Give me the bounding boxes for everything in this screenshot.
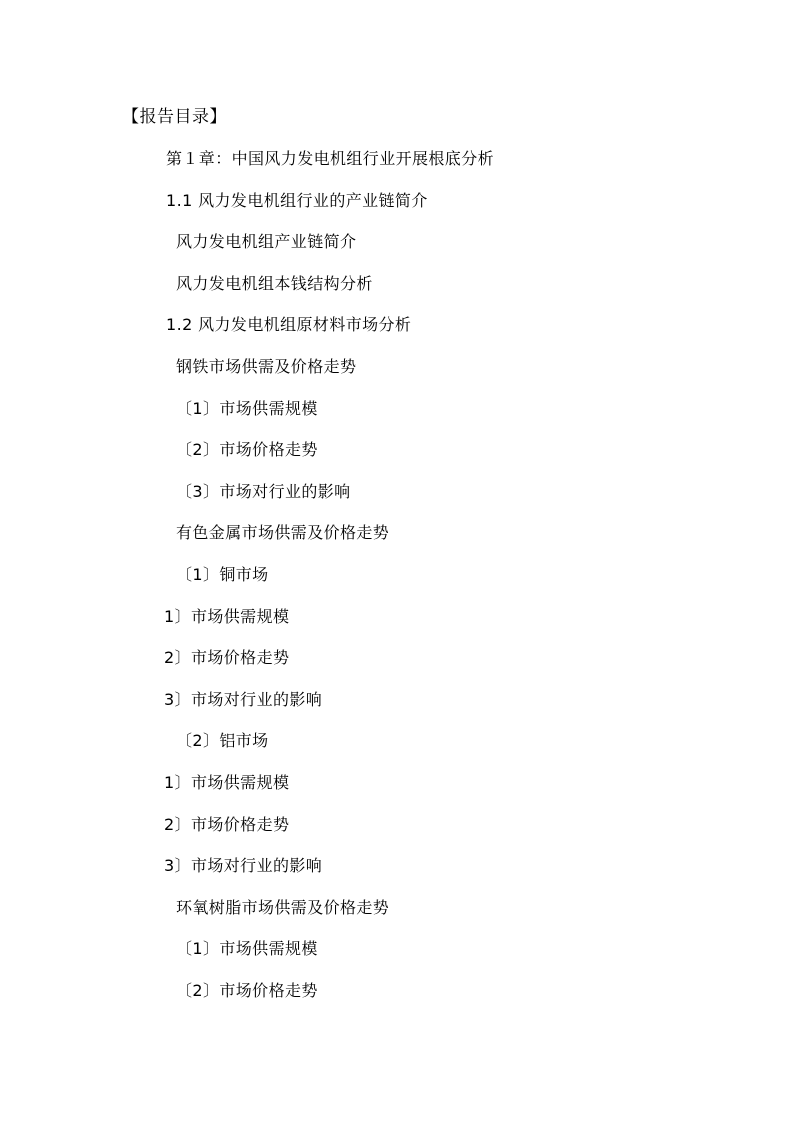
toc-line: 1〕市场供需规模 [164, 772, 290, 792]
toc-line: 2〕市场价格走势 [164, 814, 290, 834]
toc-line: 1.2 风力发电机组原材料市场分析 [166, 315, 412, 335]
toc-line: 〔1〕市场供需规模 [176, 398, 318, 418]
toc-line: 钢铁市场供需及价格走势 [176, 356, 357, 376]
toc-line: 1.1 风力发电机组行业的产业链简介 [166, 190, 428, 210]
toc-line: 〔2〕市场价格走势 [176, 980, 318, 1000]
toc-heading: 【报告目录】 [122, 107, 227, 127]
toc-line: 〔3〕市场对行业的影响 [176, 481, 351, 501]
toc-line: 有色金属市场供需及价格走势 [176, 523, 390, 543]
toc-line: 风力发电机组产业链简介 [176, 232, 357, 252]
toc-line: 2〕市场价格走势 [164, 648, 290, 668]
toc-list [0, 146, 794, 1019]
toc-line: 环氧树脂市场供需及价格走势 [176, 897, 390, 917]
toc-line: 〔2〕铝市场 [176, 731, 269, 751]
toc-line: 〔1〕铜市场 [176, 564, 269, 584]
toc-line: 〔1〕市场供需规模 [176, 939, 318, 959]
toc-line: 〔2〕市场价格走势 [176, 440, 318, 460]
toc-line: 风力发电机组本钱结构分析 [176, 273, 373, 293]
toc-line: 3〕市场对行业的影响 [164, 689, 323, 709]
toc-line: 第１章：中国风力发电机组行业开展根底分析 [166, 149, 495, 168]
toc-line: 3〕市场对行业的影响 [164, 856, 323, 876]
toc-line: 1〕市场供需规模 [164, 606, 290, 626]
